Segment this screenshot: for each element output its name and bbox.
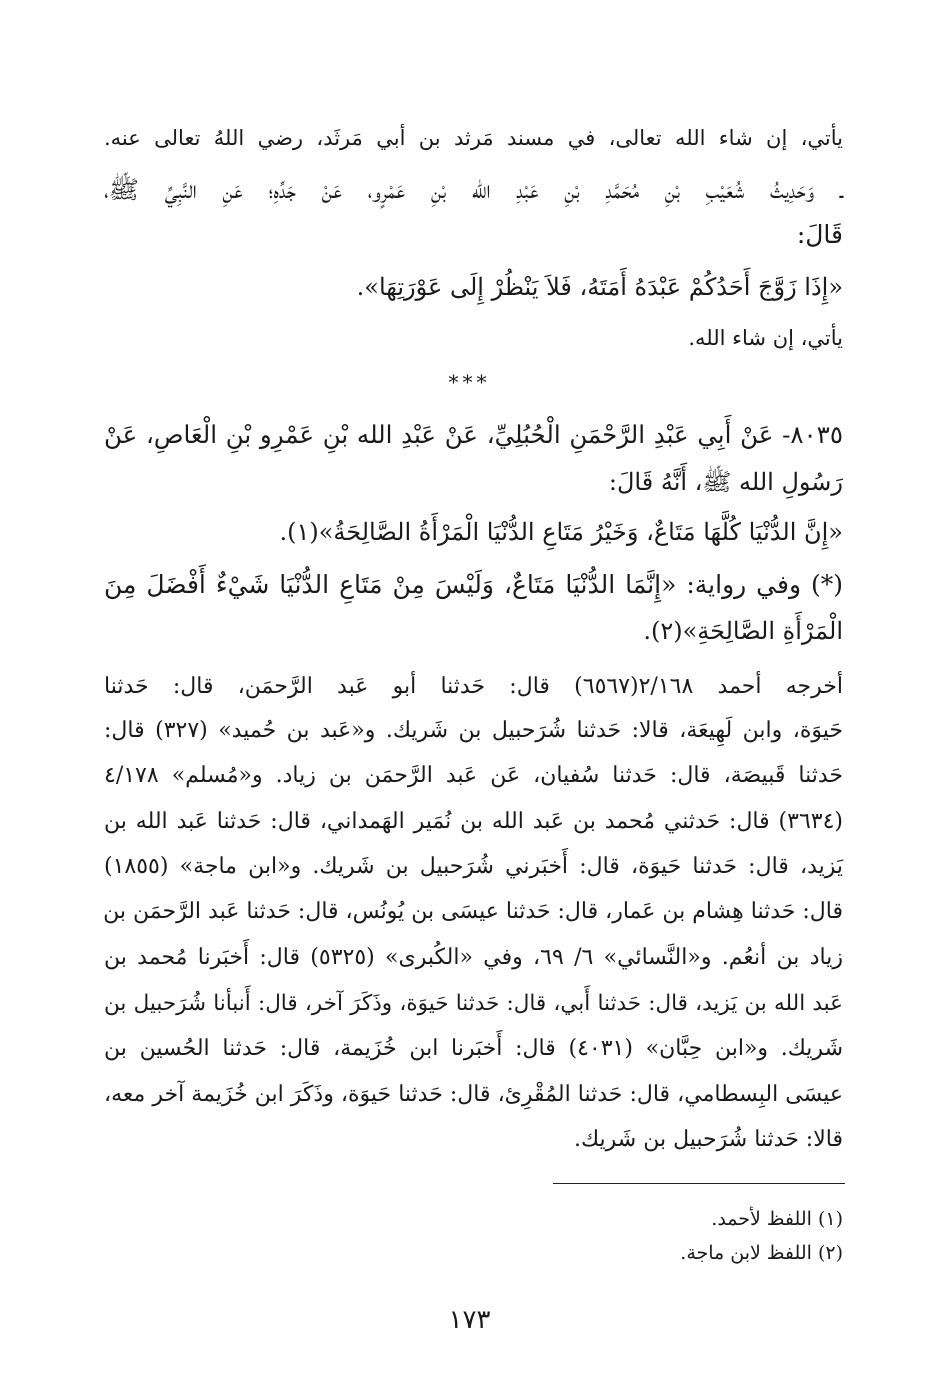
hadith-line-5: الْمَرْأَةِ الصَّالِحَةِ»(٢). (643, 617, 843, 645)
hadith-line-3: «إِنَّ الدُّنْيَا كُلَّهَا مَتَاعٌ، وَخَيْرُ مَتَاعِ الدُّنْيَا الْمَرْأَةُ الصَّالِحَةُ»(١). (279, 518, 843, 546)
takhrij-line-9: شَريك. و«ابن حِبَّان» (٤٠٣١) قال: أَخبَرنا ابن خُزَيمة، قال: حَدثنا الحُسين بن (104, 1036, 843, 1061)
takhrij-line-6: قال: حَدثنا هِشام بن عَمار، قال: حَدثنا عيسَى بن يُونُس، قال: حَدثنا عَبد الرَّحمَن بن (103, 899, 843, 924)
footnote-1: (١) اللفظ لأحمد. (711, 1208, 843, 1230)
top-line-1: يأتي، إن شاء الله تعالى، في مسند مَرثد بن أبي مَرثَد، رضي اللهُ تعالى عنه. (104, 126, 843, 150)
hadith-line-4: (*) وفي رواية: «إِنَّمَا الدُّنْيَا مَتَاعٌ، وَلَيْسَ مِنْ مَتَاعِ الدُّنْيَا شَيْءٌ أَفْضَلَ مِنَ (104, 570, 843, 599)
section-separator: *** (448, 370, 491, 394)
takhrij-line-5: يَزيد، قال: حَدثنا حَيوَة، قال: أَخبَرني شُرَحبيل بن شَريك. و«ابن ماجة» (١٨٥٥) (104, 854, 843, 879)
top-line-3: قَالَ: (796, 220, 843, 249)
top-line-5: يأتي، إن شاء الله. (688, 326, 843, 350)
page-number: ١٧٣ (448, 1305, 491, 1335)
takhrij-line-1: أخرجه أحمد ٢/١٦٨(٦٥٦٧) قال: حَدثنا أبو عَبد الرَّحمَن، قال: حَدثنا (104, 674, 843, 699)
top-line-4: «إِذَا زَوَّجَ أَحَدُكُمْ عَبْدَهُ أَمَتَهُ، فَلاَ يَنْظُرْ إِلَى عَوْرَتِهَا». (356, 273, 843, 301)
takhrij-line-4: (٣٦٣٤) قال: حَدثني مُحمد بن عَبد الله بن نُمَير الهَمداني، قال: حَدثنا عَبد الله بن (104, 809, 843, 834)
footnote-divider (553, 1183, 845, 1184)
footnote-2: (٢) اللفظ لابن ماجة. (680, 1242, 843, 1264)
takhrij-line-3: حَدثنا قَبيصَة، قال: حَدثنا سُفيان، عَن عَبد الرَّحمَن بن زياد. و«مُسلم» ٤/١٧٨ (104, 763, 843, 788)
top-line-2: ـ وَحَدِيثُ شُعَيْبِ بْنِ مُحَمَّدِ بْنِ عَبْدِ الله بْنِ عَمْرٍو، عَنْ جَدِّهِ؛ عَنِ النَّبِيِّ ﷺ، (104, 175, 843, 204)
hadith-line-1: ٨٠٣٥- عَنْ أَبِي عَبْدِ الرَّحْمَنِ الْحُبُلِيِّ، عَنْ عَبْدِ الله بْنِ عَمْرِو بْنِ الْعَاصِ، عَنْ (104, 420, 843, 449)
hadith-line-2: رَسُولِ الله ﷺ، أَنَّهُ قَالَ: (608, 468, 843, 496)
takhrij-line-10: عيسَى البِسطامي، قال: حَدثنا المُقْرِئ، قال: حَدثنا حَيوَة، وذَكَرَ ابن خُزَيمة آخر معه، (104, 1082, 843, 1107)
takhrij-line-11: قالا: حَدثنا شُرَحبيل بن شَريك. (574, 1127, 843, 1152)
takhrij-line-7: زياد بن أنعُم. و«النَّسائي» ٦/ ٦٩، وفي «الكُبرى» (٥٣٢٥) قال: أَخبَرنا مُحمد بن (104, 945, 843, 970)
takhrij-line-8: عَبد الله بن يَزيد، قال: حَدثنا أَبي، قال: حَدثنا حَيوَة، وذَكَرَ آخر، قال: أَنبأنا شُرَحبيل بن (104, 991, 843, 1016)
takhrij-line-2: حَيوَة، وابن لَهِيعَة، قالا: حَدثنا شُرَحبيل بن شَريك. و«عَبد بن حُميد» (٣٢٧) قال: (104, 718, 843, 743)
